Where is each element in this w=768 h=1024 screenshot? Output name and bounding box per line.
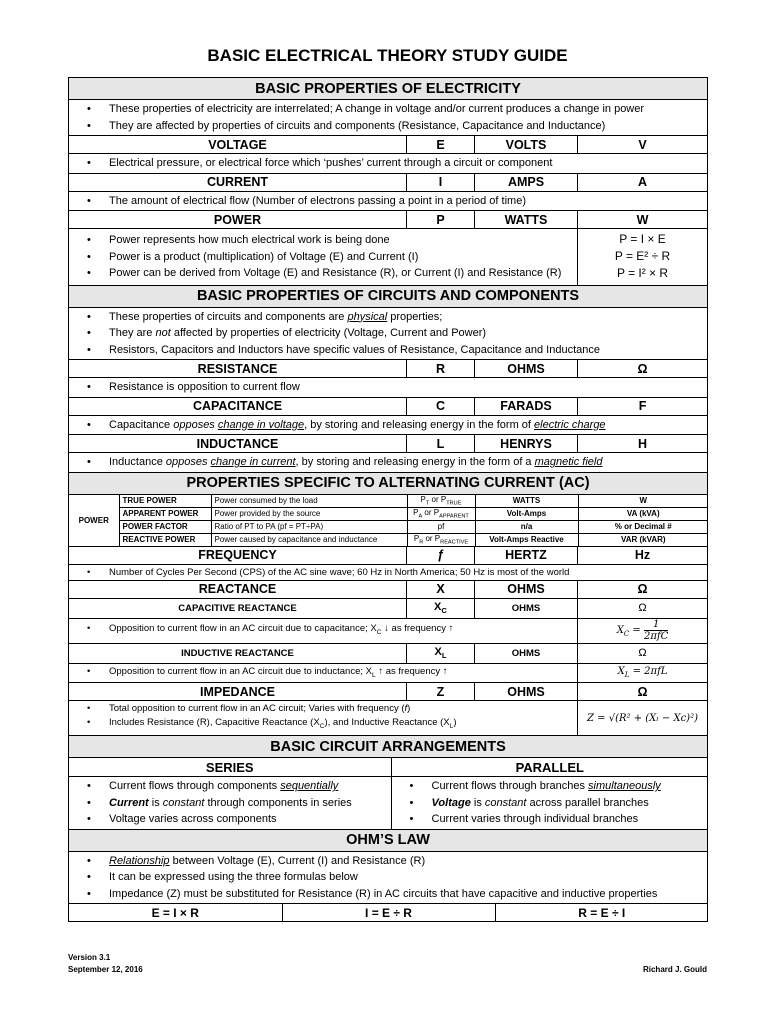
property-name: IMPEDANCE xyxy=(69,683,407,701)
property-abbr: F xyxy=(578,397,708,415)
property-abbr: Ω xyxy=(578,683,708,701)
power-type-desc: Ratio of PT to PA (pf = PT÷PA) xyxy=(211,520,407,533)
property-symbol: C xyxy=(407,397,475,415)
list-item: • Relationship between Voltage (E), Current (I) and Resistance (R) xyxy=(87,853,703,870)
property-symbol: $X_L$ xyxy=(407,643,475,663)
power-type-abbr: VA (kVA) xyxy=(578,507,708,520)
property-name: CAPACITIVE REACTANCE xyxy=(69,598,407,618)
resistance-row xyxy=(69,360,708,378)
voltage-desc xyxy=(69,154,708,174)
version-text: Version 3.1 xyxy=(68,953,111,962)
property-unit: OHMS xyxy=(475,360,578,378)
capacitance-desc xyxy=(69,415,708,435)
property-abbr: W xyxy=(578,211,708,229)
impedance-desc xyxy=(69,701,578,736)
arrangements-table xyxy=(69,758,708,829)
property-symbol: ƒ xyxy=(407,546,475,564)
list-item: • Power is a product (multiplication) of Voltage (E) and Current (I) xyxy=(87,249,573,266)
series-header: SERIES xyxy=(69,758,391,777)
property-abbr: Ω xyxy=(578,360,708,378)
property-abbr: Ω xyxy=(578,643,708,663)
ohms-law-formula: I = E ÷ R xyxy=(282,904,495,921)
property-name: CURRENT xyxy=(69,173,407,191)
list-item: • Voltage is constant across parallel branches xyxy=(410,795,705,812)
power-formula: P = E² ÷ R xyxy=(614,249,671,264)
property-symbol: I xyxy=(407,173,475,191)
inductive-reactance-formula: $X_L = 2\pi fL$ xyxy=(578,663,708,683)
power-type-abbr: % or Decimal # xyxy=(578,520,708,533)
ohms-law-formulas xyxy=(69,904,708,922)
parallel-header: PARALLEL xyxy=(391,758,708,777)
property-symbol: R xyxy=(407,360,475,378)
list-item: • Capacitance opposes change in voltage, by storing and releasing energy in the form of electric charge xyxy=(87,417,703,434)
power-type-abbr: VAR (kVAR) xyxy=(578,533,708,546)
property-abbr: A xyxy=(578,173,708,191)
property-abbr: V xyxy=(578,136,708,154)
property-symbol: Z xyxy=(407,683,475,701)
list-item: • Number of Cycles Per Second (CPS) of the AC sine wave; 60 Hz in North America; 50 Hz is most of the world xyxy=(87,566,703,579)
inductance-row xyxy=(69,435,708,453)
property-symbol: E xyxy=(407,136,475,154)
power-type-unit: n/a xyxy=(475,520,578,533)
capacitive-reactance-row xyxy=(69,598,708,618)
list-item: • Power can be derived from Voltage (E) and Resistance (R), or Current (I) and Resistance (R) xyxy=(87,265,573,282)
property-abbr: Hz xyxy=(578,546,708,564)
arrangements-block xyxy=(69,758,708,830)
ohms-law-formula: R = E ÷ I xyxy=(578,905,626,920)
ohms-law-bullets xyxy=(69,851,708,904)
parallel-bullets xyxy=(391,777,708,829)
power-row xyxy=(69,211,708,229)
property-unit: OHMS xyxy=(475,643,578,663)
property-unit: AMPS xyxy=(475,173,578,191)
power-type-name: POWER FACTOR xyxy=(119,520,211,533)
list-item: • Current flows through branches simultaneously xyxy=(410,778,705,795)
property-unit: WATTS xyxy=(475,211,578,229)
property-unit: FARADS xyxy=(475,397,578,415)
capacitance-row xyxy=(69,397,708,415)
electricity-bullets xyxy=(69,100,708,136)
inductive-reactance-desc xyxy=(69,663,578,683)
circuits-bullets xyxy=(69,307,708,360)
resistance-desc xyxy=(69,378,708,398)
section-heading-electricity: BASIC PROPERTIES OF ELECTRICITY xyxy=(69,78,708,100)
series-bullets xyxy=(69,777,391,829)
list-item: • Inductance opposes change in current, by storing and releasing energy in the form of a magnetic field xyxy=(87,454,703,471)
list-item: • They are affected by properties of circuits and components (Resistance, Capacitance and Inductance) xyxy=(87,118,703,135)
property-symbol: L xyxy=(407,435,475,453)
frequency-row xyxy=(69,546,708,564)
reactance-row xyxy=(69,580,708,598)
property-name: REACTANCE xyxy=(69,580,407,598)
power-type-name: APPARENT POWER xyxy=(119,507,211,520)
list-item: • These properties of electricity are interrelated; A change in voltage and/or current produces a change in power xyxy=(87,101,703,118)
power-type-desc: Power caused by capacitance and inductance xyxy=(211,533,407,546)
ohms-law-formula-table xyxy=(69,904,708,921)
footer-left xyxy=(68,952,143,976)
property-symbol: P xyxy=(407,211,475,229)
list-item: • These properties of circuits and components are physical properties; xyxy=(87,309,703,326)
power-type-symbol: $P_T$ or $P_{TRUE}$ xyxy=(407,495,475,508)
power-type-symbol: pf xyxy=(407,520,475,533)
list-item: • Impedance (Z) must be substituted for Resistance (R) in AC circuits that have capacitive and inductive properties xyxy=(87,886,703,903)
power-type-unit: Volt-Amps Reactive xyxy=(475,533,578,546)
property-symbol: X xyxy=(407,580,475,598)
list-item: • Current varies through individual branches xyxy=(410,811,705,828)
current-row xyxy=(69,173,708,191)
power-bullets xyxy=(69,229,578,286)
property-unit: HERTZ xyxy=(475,546,578,564)
property-symbol: $X_C$ xyxy=(407,598,475,618)
list-item: • They are not affected by properties of electricity (Voltage, Current and Power) xyxy=(87,325,703,342)
list-item: • Resistance is opposition to current flow xyxy=(87,379,703,396)
property-unit: OHMS xyxy=(475,580,578,598)
list-item: • Current flows through components sequentially xyxy=(87,778,387,795)
property-name: VOLTAGE xyxy=(69,136,407,154)
power-type-name: REACTIVE POWER xyxy=(119,533,211,546)
list-item: • Total opposition to current flow in an AC circuit; Varies with frequency (f) xyxy=(87,702,573,716)
impedance-row xyxy=(69,683,708,701)
power-type-unit: WATTS xyxy=(475,495,578,508)
study-guide-table xyxy=(68,77,708,922)
inductive-reactance-row xyxy=(69,643,708,663)
date-text: September 12, 2016 xyxy=(68,965,143,974)
property-unit: HENRYS xyxy=(475,435,578,453)
list-item: • Current is constant through components in series xyxy=(87,795,387,812)
list-item: • Electrical pressure, or electrical force which ‘pushes’ current through a circuit or component xyxy=(87,155,703,172)
property-name: CAPACITANCE xyxy=(69,397,407,415)
power-type-abbr: W xyxy=(578,495,708,508)
page-title: BASIC ELECTRICAL THEORY STUDY GUIDE xyxy=(207,46,568,65)
power-label: POWER xyxy=(69,495,119,546)
power-formula: P = I × E xyxy=(619,232,666,247)
ac-power-table xyxy=(69,495,708,546)
voltage-row xyxy=(69,136,708,154)
section-heading-ac: PROPERTIES SPECIFIC TO ALTERNATING CURRENT (AC) xyxy=(69,472,708,494)
section-heading-ohms-law: OHM’S LAW xyxy=(69,829,708,851)
property-unit: OHMS xyxy=(475,683,578,701)
power-type-symbol: $P_A$ or $P_{APPARENT}$ xyxy=(407,507,475,520)
power-type-desc: Power provided by the source xyxy=(211,507,407,520)
property-name: FREQUENCY xyxy=(69,546,407,564)
ac-power-block xyxy=(69,494,708,546)
inductance-desc xyxy=(69,453,708,473)
capacitive-reactance-formula: $X_C$ = 1 2πfC xyxy=(578,618,708,643)
impedance-formula: Z = √(R² + (Xₗ − Xᴄ)²) xyxy=(578,701,708,736)
current-desc xyxy=(69,191,708,211)
power-formula: P = I² × R xyxy=(616,266,669,281)
property-name: POWER xyxy=(69,211,407,229)
ohms-law-formula: E = I × R xyxy=(69,904,282,921)
property-unit: OHMS xyxy=(475,598,578,618)
power-type-name: TRUE POWER xyxy=(119,495,211,508)
property-name: RESISTANCE xyxy=(69,360,407,378)
power-formulas xyxy=(578,229,708,286)
list-item: • Includes Resistance (R), Capacitive Reactance $(X_C)$, and Inductive Reactance $(X_L)$ xyxy=(87,716,573,734)
list-item: • Voltage varies across components xyxy=(87,811,387,828)
list-item: • Opposition to current flow in an AC circuit due to capacitance; $X_C$ ↓ as frequency ↑ xyxy=(87,622,573,639)
section-heading-arrangements: BASIC CIRCUIT ARRANGEMENTS xyxy=(69,736,708,758)
list-item: • It can be expressed using the three formulas below xyxy=(87,869,703,886)
power-type-unit: Volt-Amps xyxy=(475,507,578,520)
frequency-desc xyxy=(69,564,708,580)
list-item: • The amount of electrical flow (Number of electrons passing a point in a period of time) xyxy=(87,193,703,210)
property-name: INDUCTANCE xyxy=(69,435,407,453)
list-item: • Opposition to current flow in an AC circuit due to inductance; $X_L$ ↑ as frequency ↑ xyxy=(87,665,573,682)
property-abbr: H xyxy=(578,435,708,453)
property-unit: VOLTS xyxy=(475,136,578,154)
property-name: INDUCTIVE REACTANCE xyxy=(69,643,407,663)
property-abbr: Ω xyxy=(578,598,708,618)
property-abbr: Ω xyxy=(578,580,708,598)
list-item: • Power represents how much electrical work is being done xyxy=(87,232,573,249)
power-type-desc: Power consumed by the load xyxy=(211,495,407,508)
author-text: Richard J. Gould xyxy=(642,965,707,974)
capacitive-reactance-desc xyxy=(69,618,578,643)
section-heading-circuits: BASIC PROPERTIES OF CIRCUITS AND COMPONENTS xyxy=(69,285,708,307)
list-item: • Resistors, Capacitors and Inductors have specific values of Resistance, Capacitance and Inductance xyxy=(87,342,703,359)
power-type-symbol: $P_R$ or $P_{REACTIVE}$ xyxy=(407,533,475,546)
